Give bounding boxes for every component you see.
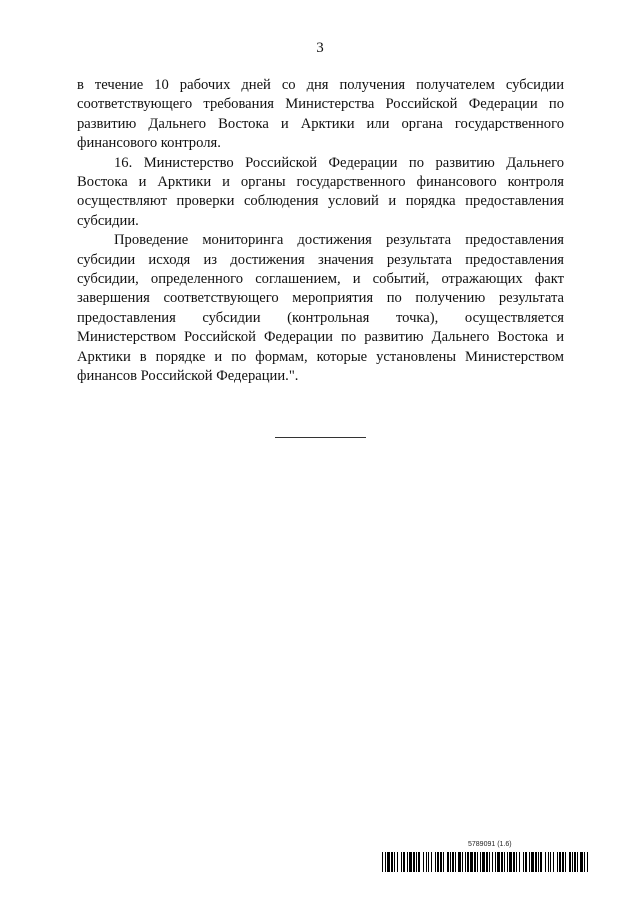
paragraph-item-16: 16. Министерство Российской Федерации по развитию Дальнего Востока и Арктики и органы государственного финансового контроля осуществляют проверки соблюдения условий и порядка предоставления субсидии. [77,154,564,229]
end-separator-line [275,437,366,438]
document-code: 5789091 (1.6) [468,841,512,848]
paragraph-continuation: в течение 10 рабочих дней со дня получения получателем субсидии соответствующего требования Министерства Российской Федерации по развитию Дальнего Востока и Арктики или органа государственного финансового контроля. [77,77,564,152]
paragraph-monitoring: Проведение мониторинга достижения результата предоставления субсидии исходя из достижения значения результата предоставления субсидии, определенного соглашением, и событий, отражающих факт завершения соответствующего мероприятия по получению результата предоставления субсидии (контрольная точка), осуществляется Министерством Российской Федерации по развитию Дальнего Востока и Арктики в порядке и по формам, которые установлены Министерством финансов Российской Федерации.". [77,232,564,385]
document-body [77,76,564,387]
barcode-icon [382,852,588,872]
page-number: 3 [316,40,324,56]
